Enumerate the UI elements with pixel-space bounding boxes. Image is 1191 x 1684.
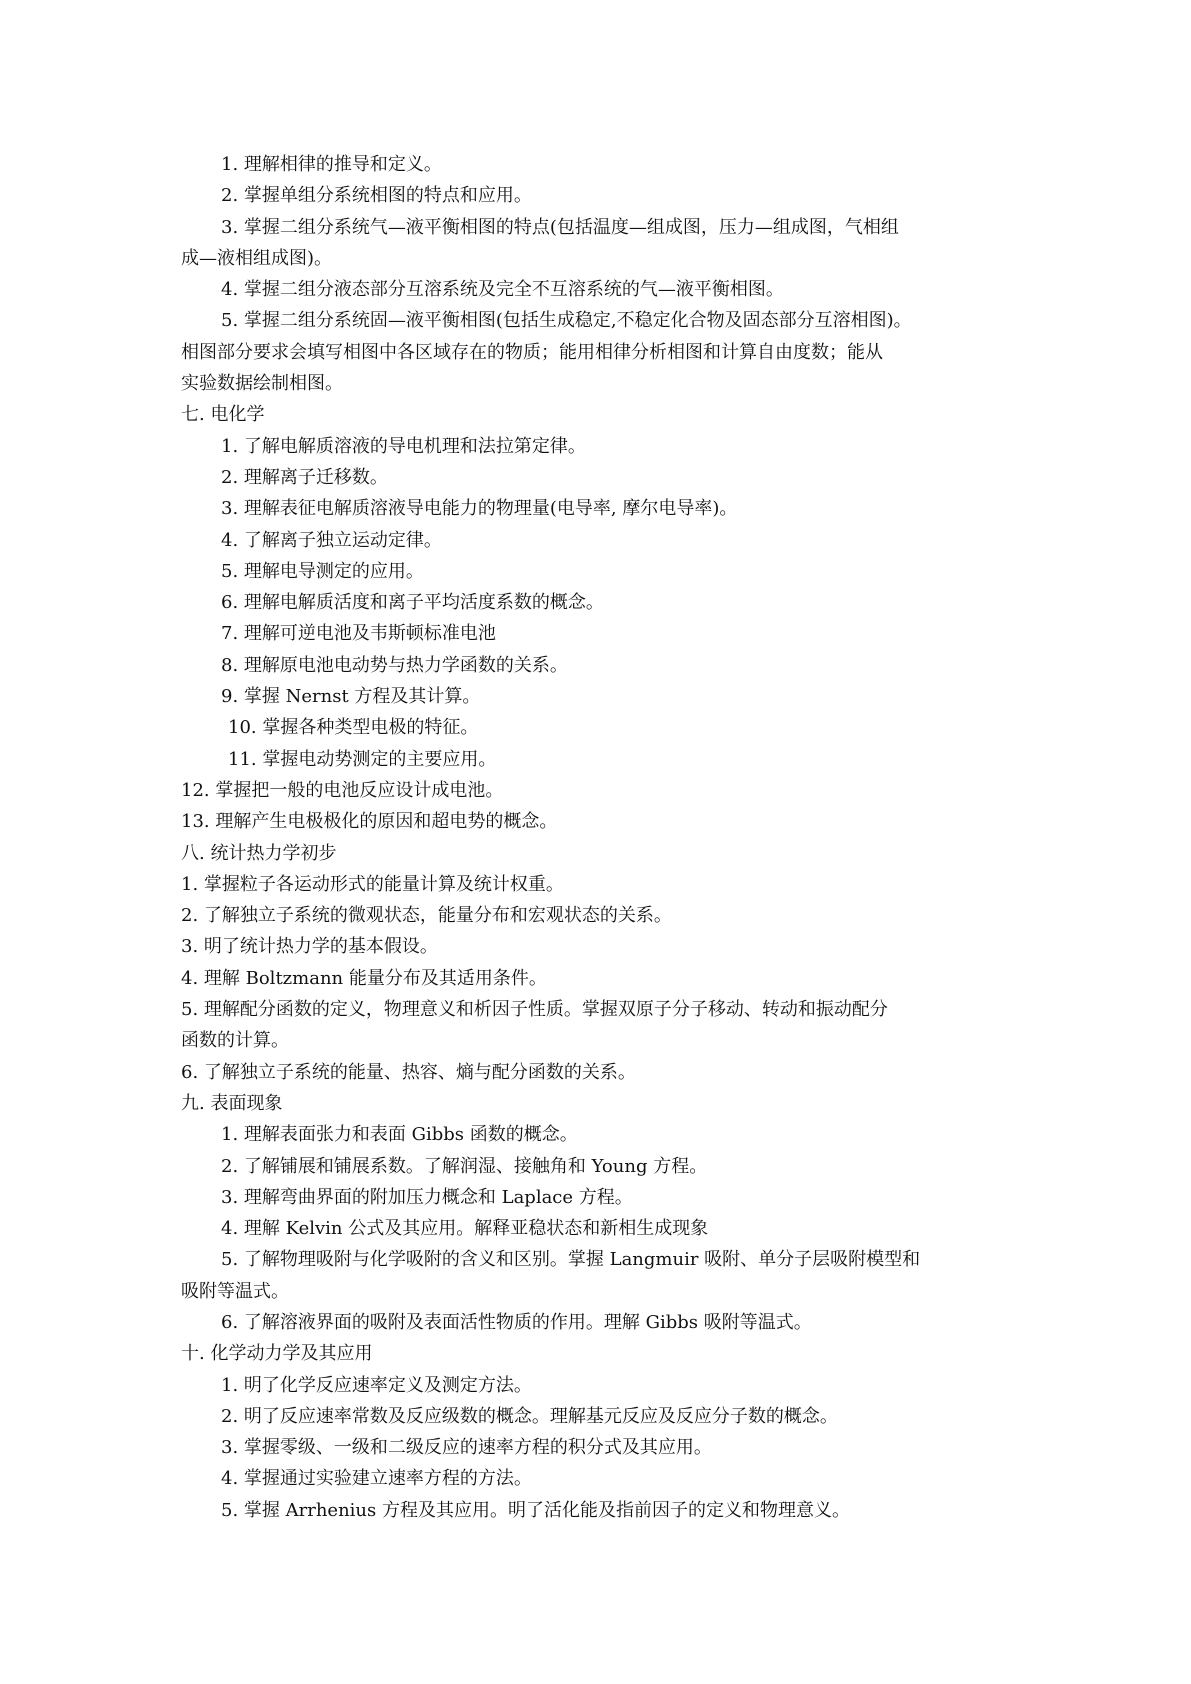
text-line: 7. 理解可逆电池及韦斯顿标准电池 [221,623,496,645]
text-line: 3. 掌握零级、一级和二级反应的速率方程的积分式及其应用。 [221,1437,712,1459]
text-line: 实验数据绘制相图。 [181,373,343,395]
text-line: 九. 表面现象 [181,1092,283,1114]
document-body [181,149,1011,1526]
text-line: 11. 掌握电动势测定的主要应用。 [228,748,497,770]
text-line: 十. 化学动力学及其应用 [181,1343,373,1365]
text-line: 2. 理解离子迁移数。 [221,466,388,488]
text-line: 八. 统计热力学初步 [181,842,337,864]
text-line: 6. 了解溶液界面的吸附及表面活性物质的作用。理解 Gibbs 吸附等温式。 [221,1311,812,1333]
text-line: 8. 理解原电池电动势与热力学函数的关系。 [221,654,568,676]
text-line: 5. 掌握二组分系统固—液平衡相图(包括生成稳定,不稳定化合物及固态部分互溶相图)。 [221,310,912,332]
text-line: 9. 掌握 Nernst 方程及其计算。 [221,686,481,708]
text-line: 4. 掌握二组分液态部分互溶系统及完全不互溶系统的气—液平衡相图。 [221,279,784,301]
text-line: 相图部分要求会填写相图中各区域存在的物质；能用相律分析相图和计算自由度数；能从 [181,341,883,363]
text-line: 3. 明了统计热力学的基本假设。 [181,936,438,958]
text-line: 5. 理解配分函数的定义，物理意义和析因子性质。掌握双原子分子移动、转动和振动配分 [181,999,888,1021]
text-line: 函数的计算。 [181,1030,289,1052]
text-line: 5. 了解物理吸附与化学吸附的含义和区别。掌握 Langmuir 吸附、单分子层吸附模型和 [221,1249,921,1271]
text-line: 2. 了解独立子系统的微观状态，能量分布和宏观状态的关系。 [181,905,672,927]
text-line: 七. 电化学 [181,404,265,426]
text-line: 10. 掌握各种类型电极的特征。 [228,717,479,739]
text-line: 1. 掌握粒子各运动形式的能量计算及统计权重。 [181,873,564,895]
text-line: 成—液相组成图)。 [181,247,333,269]
text-line: 吸附等温式。 [181,1280,289,1302]
text-line: 4. 理解 Kelvin 公式及其应用。解释亚稳状态和新相生成现象 [221,1218,709,1240]
text-line: 2. 掌握单组分系统相图的特点和应用。 [221,185,532,207]
text-line: 3. 理解弯曲界面的附加压力概念和 Laplace 方程。 [221,1186,633,1208]
text-line: 4. 了解离子独立运动定律。 [221,529,442,551]
text-line: 5. 掌握 Arrhenius 方程及其应用。明了活化能及指前因子的定义和物理意义。 [221,1499,850,1521]
text-line: 4. 理解 Boltzmann 能量分布及其适用条件。 [181,967,547,989]
text-line: 1. 了解电解质溶液的导电机理和法拉第定律。 [221,435,586,457]
text-line: 4. 掌握通过实验建立速率方程的方法。 [221,1468,532,1490]
text-line: 6. 了解独立子系统的能量、热容、熵与配分函数的关系。 [181,1061,636,1083]
text-line: 3. 理解表征电解质溶液导电能力的物理量(电导率, 摩尔电导率)。 [221,498,738,520]
text-line: 1. 理解表面张力和表面 Gibbs 函数的概念。 [221,1124,578,1146]
text-line: 3. 掌握二组分系统气—液平衡相图的特点(包括温度—组成图，压力—组成图，气相组 [221,216,899,238]
text-line: 13. 理解产生电极极化的原因和超电势的概念。 [181,811,558,833]
text-line: 2. 了解铺展和铺展系数。了解润湿、接触角和 Young 方程。 [221,1155,708,1177]
text-line: 1. 理解相律的推导和定义。 [221,154,442,175]
text-line: 1. 明了化学反应速率定义及测定方法。 [221,1374,532,1396]
text-line: 6. 理解电解质活度和离子平均活度系数的概念。 [221,592,604,614]
text-line: 12. 掌握把一般的电池反应设计成电池。 [181,779,504,801]
text-line: 5. 理解电导测定的应用。 [221,560,424,582]
text-line: 2. 明了反应速率常数及反应级数的概念。理解基元反应及反应分子数的概念。 [221,1405,838,1427]
